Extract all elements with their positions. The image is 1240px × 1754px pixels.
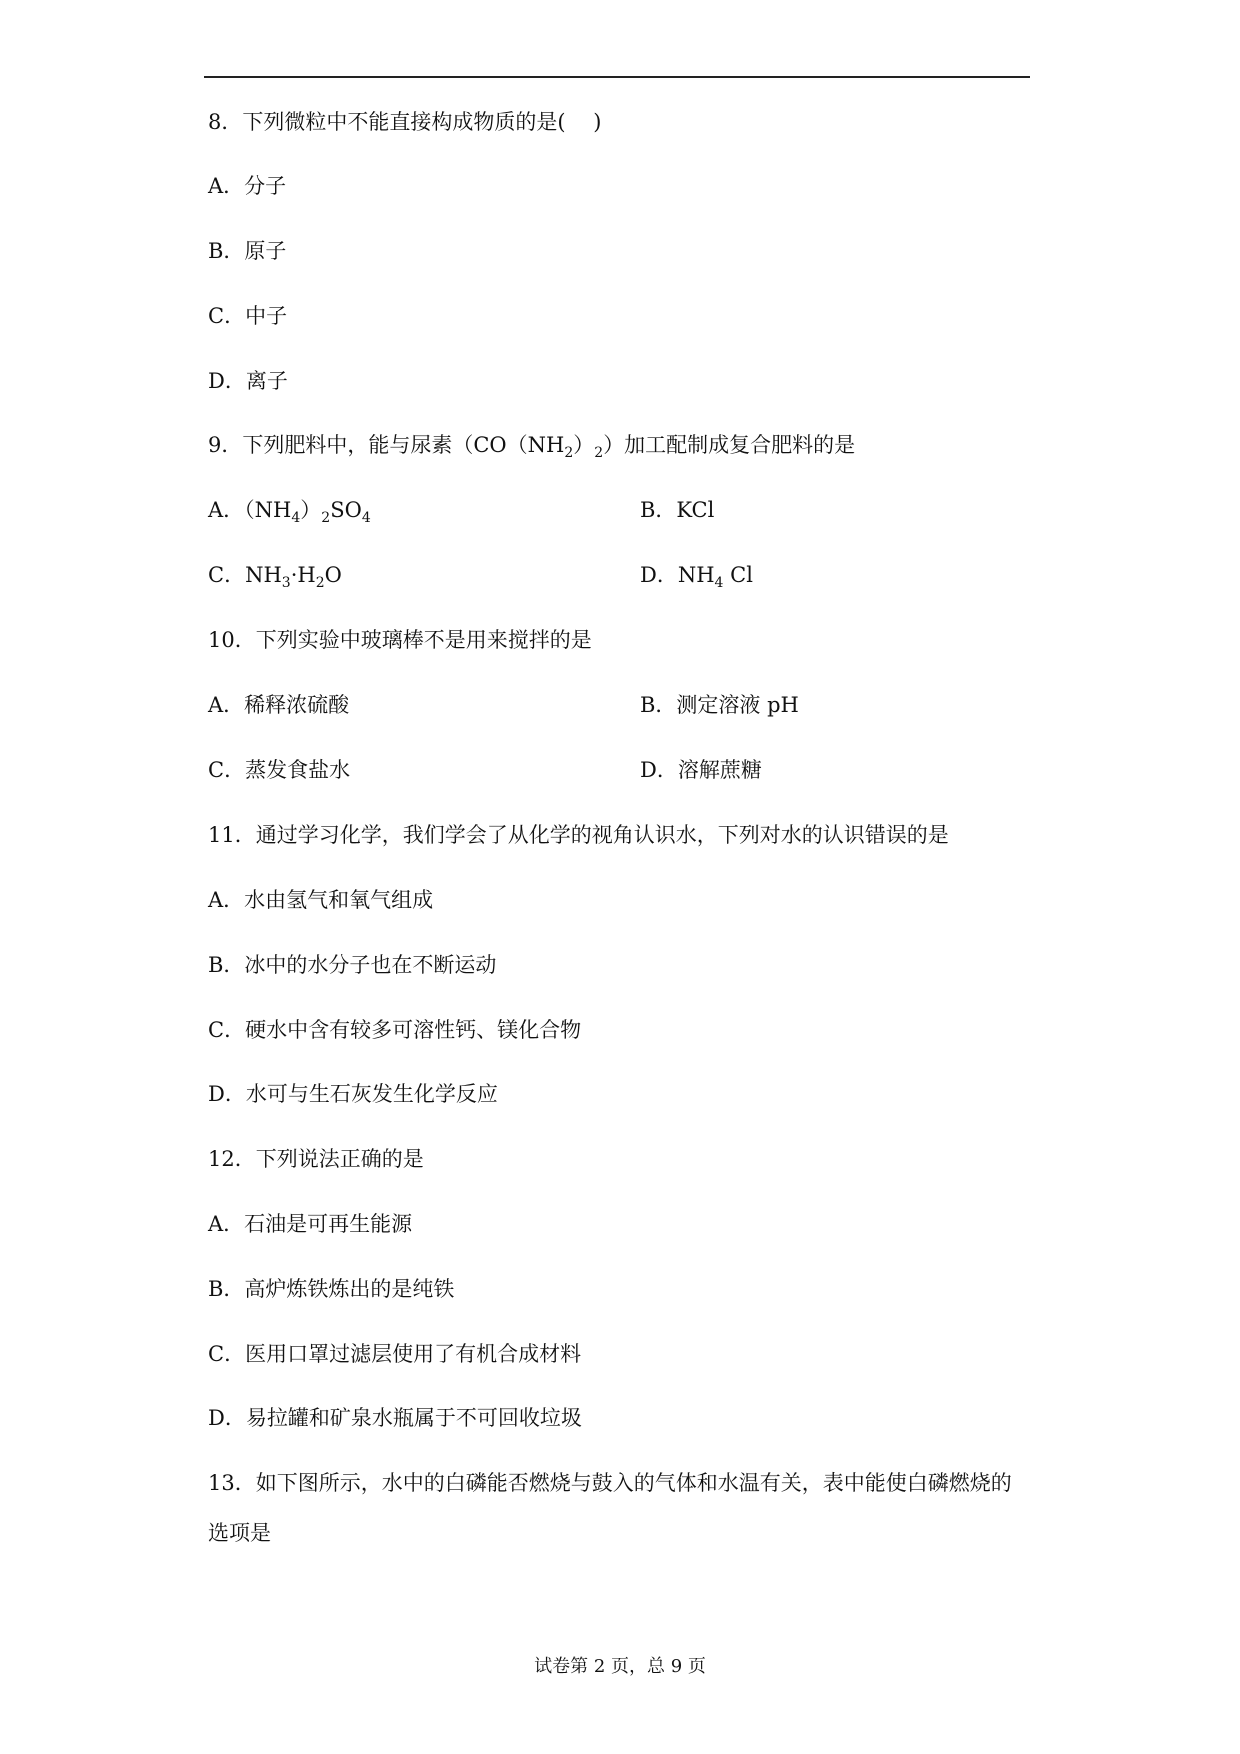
header-rule [204,76,1030,78]
q10-option-b: B．测定溶液 pH [640,693,799,717]
question-11-stem: 11．通过学习化学，我们学会了从化学的视角认识水，下列对水的认识错误的是 [208,823,949,847]
q11-option-a: A．水由氢气和氧气组成 [208,888,434,912]
question-9-stem: 9．下列肥料中，能与尿素$(CO(NH_2)_2)$加工配制成复合肥料的是 [208,433,856,461]
question-8-stem: 8．下列微粒中不能直接构成物质的是( ) [208,110,602,134]
q12-option-a: A．石油是可再生能源 [208,1212,413,1236]
page-footer: 试卷第 2 页，总 9 页 [534,1656,706,1677]
q9-option-a: A．$(NH_4)_2SO_4$ [208,498,371,526]
question-12-stem: 12．下列说法正确的是 [208,1147,424,1171]
q11-option-b: B．冰中的水分子也在不断运动 [208,953,497,977]
q12-option-d: D．易拉罐和矿泉水瓶属于不可回收垃圾 [208,1406,582,1430]
question-13-stem-line-1: 13．如下图所示，水中的白磷能否燃烧与鼓入的气体和水温有关，表中能使白磷燃烧的 [208,1471,1012,1495]
q9-option-d: D．$NH_4$ Cl [640,563,753,591]
q9-option-c: C．$NH_3\cdot H_2O$ [208,563,342,591]
q8-option-a: A．分子 [208,174,287,198]
q8-option-b: B．原子 [208,239,287,263]
q10-option-d: D．溶解蔗糖 [640,758,762,782]
question-10-stem: 10．下列实验中玻璃棒不是用来搅拌的是 [208,628,592,652]
q10-option-c: C．蒸发食盐水 [208,758,351,782]
q11-option-d: D．水可与生石灰发生化学反应 [208,1082,498,1106]
question-13-stem-line-2: 选项是 [208,1521,271,1545]
q12-option-c: C．医用口罩过滤层使用了有机合成材料 [208,1342,582,1366]
q10-option-a: A．稀释浓硫酸 [208,693,350,717]
q11-option-c: C．硬水中含有较多可溶性钙、镁化合物 [208,1018,582,1042]
q9-option-b: B．KCl [640,498,715,522]
q12-option-b: B．高炉炼铁炼出的是纯铁 [208,1277,455,1301]
q8-option-c: C．中子 [208,304,288,328]
q8-option-d: D．离子 [208,369,288,393]
